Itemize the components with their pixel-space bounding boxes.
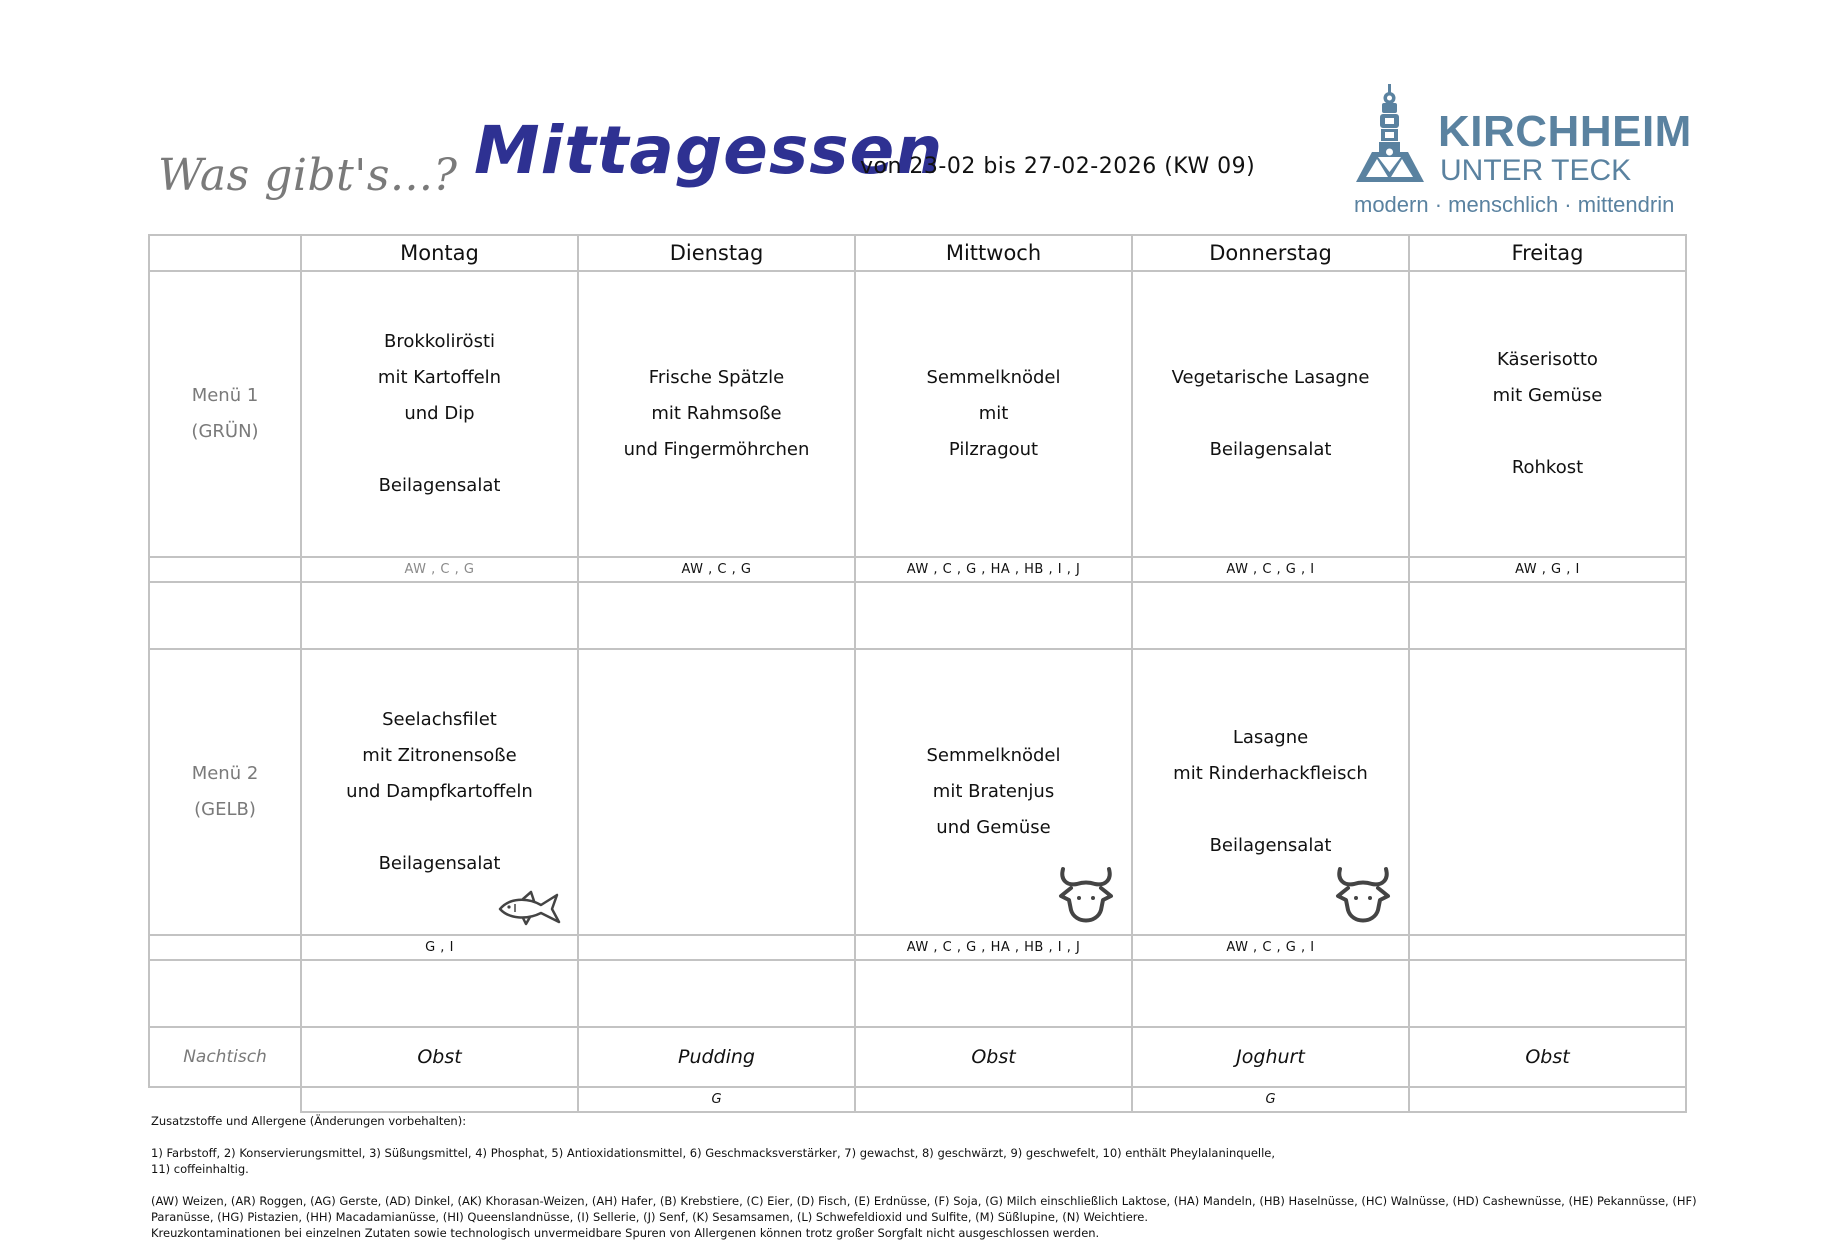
day-header-thursday: Donnerstag <box>1132 235 1409 271</box>
menu2-label <box>149 649 301 935</box>
menu2-dish-tuesday <box>578 649 855 935</box>
dish-line: mit Rahmsoße <box>651 403 782 424</box>
allergens-list: (AW) Weizen, (AR) Roggen, (AG) Gerste, (AD) Dinkel, (AK) Khorasan-Weizen, (AH) Hafer, (B) Krebstiere, (C) Eier, (D) Fisch, (E) Erdnüsse, (F) Soja, (G) Milch einschließlich Laktose, (HA) Mandeln, (HB) Haselnüsse, (HC) Walnüsse, (HD) Cashewnüsse, (HE) Pekannüsse, (HF) <box>151 1194 1697 1208</box>
menu2-label-color: (GELB) <box>194 799 256 820</box>
subtitle: Was gibt's...? <box>158 150 458 201</box>
dessert-monday: Obst <box>301 1027 578 1087</box>
date-range: von 23-02 bis 27-02-2026 (KW 09) <box>860 154 1256 179</box>
dish-line: Semmelknödel <box>926 367 1061 388</box>
dish-line: Vegetarische Lasagne <box>1171 367 1370 388</box>
cow-icon <box>1057 866 1115 928</box>
menu1-allergen-row <box>149 557 1686 582</box>
corner-cell <box>149 235 301 271</box>
day-header-wednesday: Mittwoch <box>855 235 1132 271</box>
dish-line: mit Zitronensoße <box>362 745 517 766</box>
allergens-text <box>855 1087 1132 1112</box>
menu1-dish-friday <box>1409 271 1686 557</box>
allergens-text: AW , G , I <box>1409 557 1686 582</box>
dessert-tuesday: Pudding <box>578 1027 855 1087</box>
allergens-text: G <box>1132 1087 1409 1112</box>
notes-heading: Zusatzstoffe und Allergene (Änderungen vorbehalten): <box>151 1114 467 1128</box>
menu1-label-name: Menü 1 <box>191 385 259 406</box>
dish-line: mit Rinderhackfleisch <box>1173 763 1368 784</box>
disclaimer: Kreuzkontaminationen bei einzelnen Zutaten sowie technologisch unvermeidbare Spuren von Allergenen können trotz großer Sorgfalt nicht ausgeschlossen werden. <box>151 1226 1100 1240</box>
allergens-list-cont: Paranüsse, (HG) Pistazien, (HH) Macadamianüsse, (HI) Queenslandnüsse, (I) Sellerie, (J) Senf, (K) Sesamsamen, (L) Schwefeldioxid und Sulfite, (M) Süßlupine, (N) Weichtiere. <box>151 1210 1149 1224</box>
menu2-dish-thursday <box>1132 649 1409 935</box>
dish-line: Beilagensalat <box>378 475 501 496</box>
allergen-label-cell <box>149 935 301 960</box>
logo-tagline: modern · menschlich · mittendrin <box>1354 192 1675 217</box>
dish-line: Brokkolirösti <box>383 331 496 352</box>
dish-line: und Dip <box>404 403 475 424</box>
allergens-text: AW , C , G , HA , HB , I , J <box>855 935 1132 960</box>
allergens-text: AW , C , G , I <box>1132 935 1409 960</box>
day-header-friday: Freitag <box>1409 235 1686 271</box>
dish-line: Pilzragout <box>948 439 1039 460</box>
dish-line: mit <box>978 403 1009 424</box>
day-header-tuesday: Dienstag <box>578 235 855 271</box>
additives-list: 1) Farbstoff, 2) Konservierungsmittel, 3) Süßungsmittel, 4) Phosphat, 5) Antioxidationsmittel, 6) Geschmacksverstärker, 7) gewachst, 8) geschwärzt, 9) geschwefelt, 10) enthält Pheylalaninquelle, <box>151 1146 1276 1160</box>
dish-line: Semmelknödel <box>926 745 1061 766</box>
dish-line <box>302 810 577 846</box>
dish-line: Rohkost <box>1511 457 1584 478</box>
dish-line: mit Kartoffeln <box>377 367 502 388</box>
allergens-text: AW , C , G , HA , HB , I , J <box>855 557 1132 582</box>
allergens-text <box>1409 935 1686 960</box>
fish-icon <box>497 888 565 926</box>
dessert-friday: Obst <box>1409 1027 1686 1087</box>
allergens-text: G , I <box>301 935 578 960</box>
cow-icon <box>1334 866 1392 928</box>
dish-line: und Dampfkartoffeln <box>346 781 533 802</box>
allergens-text: G <box>578 1087 855 1112</box>
allergens-text: AW , C , G <box>301 557 578 582</box>
dish-line: Beilagensalat <box>378 853 501 874</box>
day-header-row <box>149 235 1686 271</box>
menu2-label-name: Menü 2 <box>191 763 259 784</box>
allergens-text <box>301 1087 578 1112</box>
allergen-notes <box>151 1113 1711 1241</box>
dessert-label: Nachtisch <box>149 1027 301 1087</box>
menu2-dish-wednesday <box>855 649 1132 935</box>
menu1-dish-wednesday <box>855 271 1132 557</box>
menu1-label <box>149 271 301 557</box>
logo-subname: UNTER TECK <box>1440 154 1632 187</box>
dish-line: Frische Spätzle <box>648 367 785 388</box>
additives-list-cont: 11) coffeinhaltig. <box>151 1162 249 1176</box>
menu2-row <box>149 649 1686 935</box>
menu2-dish-monday <box>301 649 578 935</box>
dish-line: Beilagensalat <box>1209 835 1332 856</box>
allergens-text <box>578 935 855 960</box>
dessert-allergen-row <box>149 1087 1686 1112</box>
dish-line <box>1410 414 1685 450</box>
menu1-row <box>149 271 1686 557</box>
dish-line: und Gemüse <box>936 817 1051 838</box>
dish-line: und Fingermöhrchen <box>623 439 810 460</box>
dish-line <box>302 432 577 468</box>
dish-line: mit Gemüse <box>1492 385 1603 406</box>
menu1-dish-tuesday <box>578 271 855 557</box>
allergens-text: AW , C , G , I <box>1132 557 1409 582</box>
dessert-row <box>149 1027 1686 1087</box>
dish-line: Käserisotto <box>1497 349 1598 370</box>
allergens-text: AW , C , G <box>578 557 855 582</box>
menu1-label-color: (GRÜN) <box>191 421 259 442</box>
dish-line <box>1133 792 1408 828</box>
church-tower-icon <box>1354 84 1426 184</box>
menu2-dish-friday <box>1409 649 1686 935</box>
dish-line: Beilagensalat <box>1209 439 1332 460</box>
dessert-thursday: Joghurt <box>1132 1027 1409 1087</box>
menu2-allergen-row <box>149 935 1686 960</box>
dish-line: Seelachsfilet <box>382 709 497 730</box>
page-title: Mittagessen <box>474 112 944 189</box>
spacer-row <box>149 582 1686 649</box>
allergen-label-cell <box>149 557 301 582</box>
logo-name: KIRCHHEIM <box>1438 107 1692 156</box>
weekly-menu-table <box>148 234 1687 1113</box>
city-logo <box>1352 82 1692 222</box>
dish-line: Lasagne <box>1232 727 1309 748</box>
dish-line: mit Bratenjus <box>932 781 1055 802</box>
allergens-text <box>1409 1087 1686 1112</box>
dish-line <box>1133 396 1408 432</box>
spacer-row <box>149 960 1686 1027</box>
menu1-dish-thursday <box>1132 271 1409 557</box>
day-header-monday: Montag <box>301 235 578 271</box>
dessert-wednesday: Obst <box>855 1027 1132 1087</box>
menu1-dish-monday <box>301 271 578 557</box>
